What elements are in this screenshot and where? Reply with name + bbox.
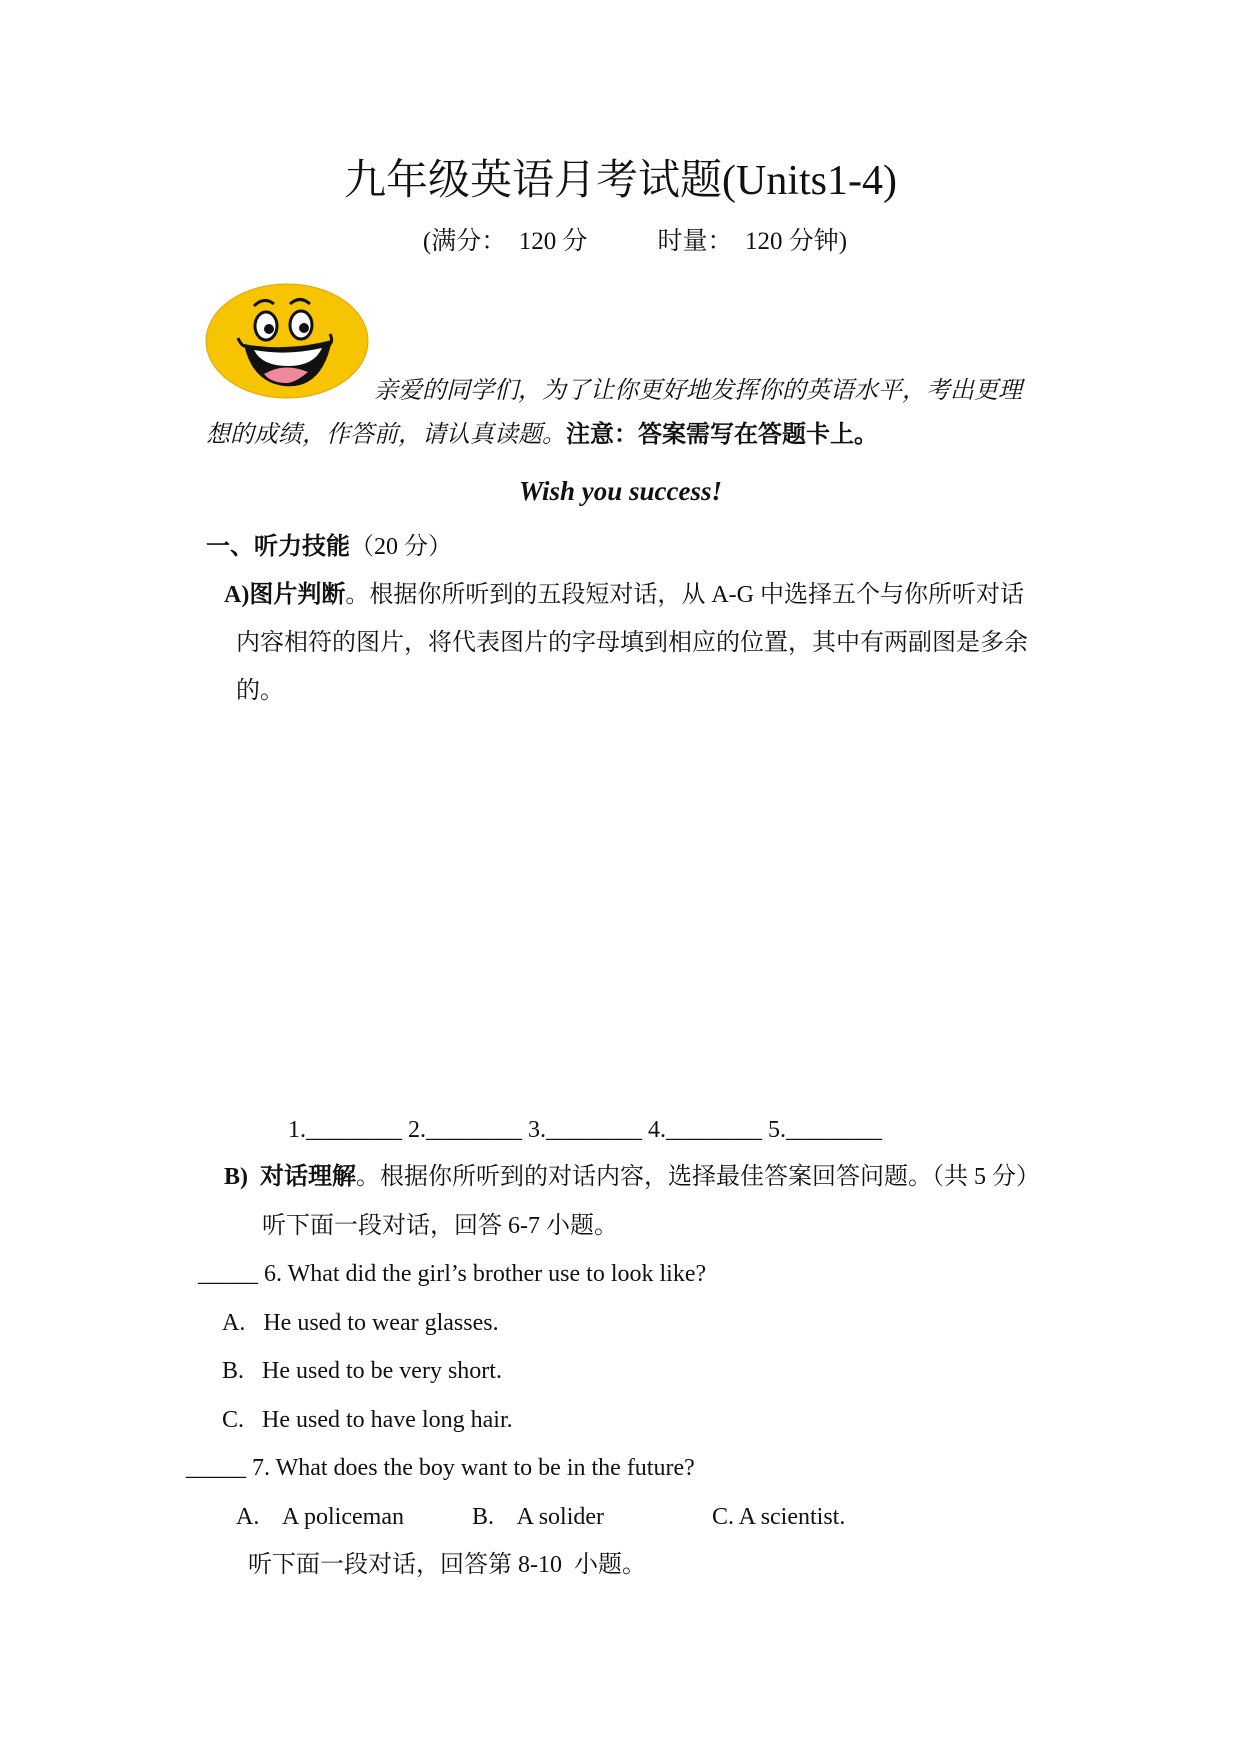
question-7: _____ 7. What does the boy want to be in the future? — [186, 1455, 695, 1481]
section-heading-title: 一、听力技能 — [206, 534, 350, 560]
part-b-instruction — [224, 1160, 1040, 1194]
intro-line-2 — [206, 418, 878, 452]
part-b-text: 。根据你所听到的对话内容，选择最佳答案回答问题。（共 5 分） — [356, 1164, 1040, 1190]
part-b-label: B) 对话理解 — [224, 1164, 356, 1190]
intro-line-1: 亲爱的同学们，为了让你更好地发挥你的英语水平，考出更理 — [374, 378, 1022, 404]
question-6-option-b: B. He used to be very short. — [222, 1358, 502, 1384]
wish-text: Wish you success! — [518, 476, 723, 506]
intro-line-2-text: 想的成绩，作答前，请认真读题。 — [206, 422, 566, 448]
question-7-option-a: A. A policeman — [236, 1504, 404, 1530]
part-a-text: 。根据你所听到的五段短对话，从 A-G 中选择五个与你所听对话 — [345, 582, 1024, 608]
exam-info — [0, 225, 1241, 259]
question-6-option-a: A. He used to wear glasses. — [222, 1310, 499, 1336]
smiley-face-icon — [204, 282, 370, 400]
listen-instruction-8-10: 听下面一段对话，回答第 8-10 小题。 — [248, 1552, 646, 1578]
full-score: (满分： 120 分 — [422, 228, 588, 255]
question-7-option-c: C. A scientist. — [712, 1504, 846, 1530]
time-limit: 时量： 120 分钟) — [657, 228, 848, 255]
part-a-instruction-line-2: 内容相符的图片，将代表图片的字母填到相应的位置，其中有两副图是多余 — [236, 630, 1028, 656]
question-6-option-c: C. He used to have long hair. — [222, 1407, 513, 1433]
listen-instruction-6-7: 听下面一段对话，回答 6-7 小题。 — [262, 1213, 618, 1239]
page-title: 九年级英语月考试题(Units1-4) — [344, 158, 897, 204]
answer-blanks: 1.________ 2.________ 3.________ 4.________ 5.________ — [288, 1117, 882, 1143]
notice-answer-sheet: 注意：答案需写在答题卡上。 — [566, 422, 878, 448]
section-heading-listening — [206, 530, 452, 564]
question-7-option-b: B. A solider — [472, 1504, 605, 1530]
question-6: _____ 6. What did the girl’s brother use to look like? — [198, 1261, 707, 1287]
part-a-label: A)图片判断 — [224, 582, 346, 608]
section-heading-points: （20 分） — [350, 534, 452, 560]
part-a-instruction-line-1 — [224, 578, 1024, 612]
part-a-instruction-line-3: 的。 — [236, 678, 284, 704]
